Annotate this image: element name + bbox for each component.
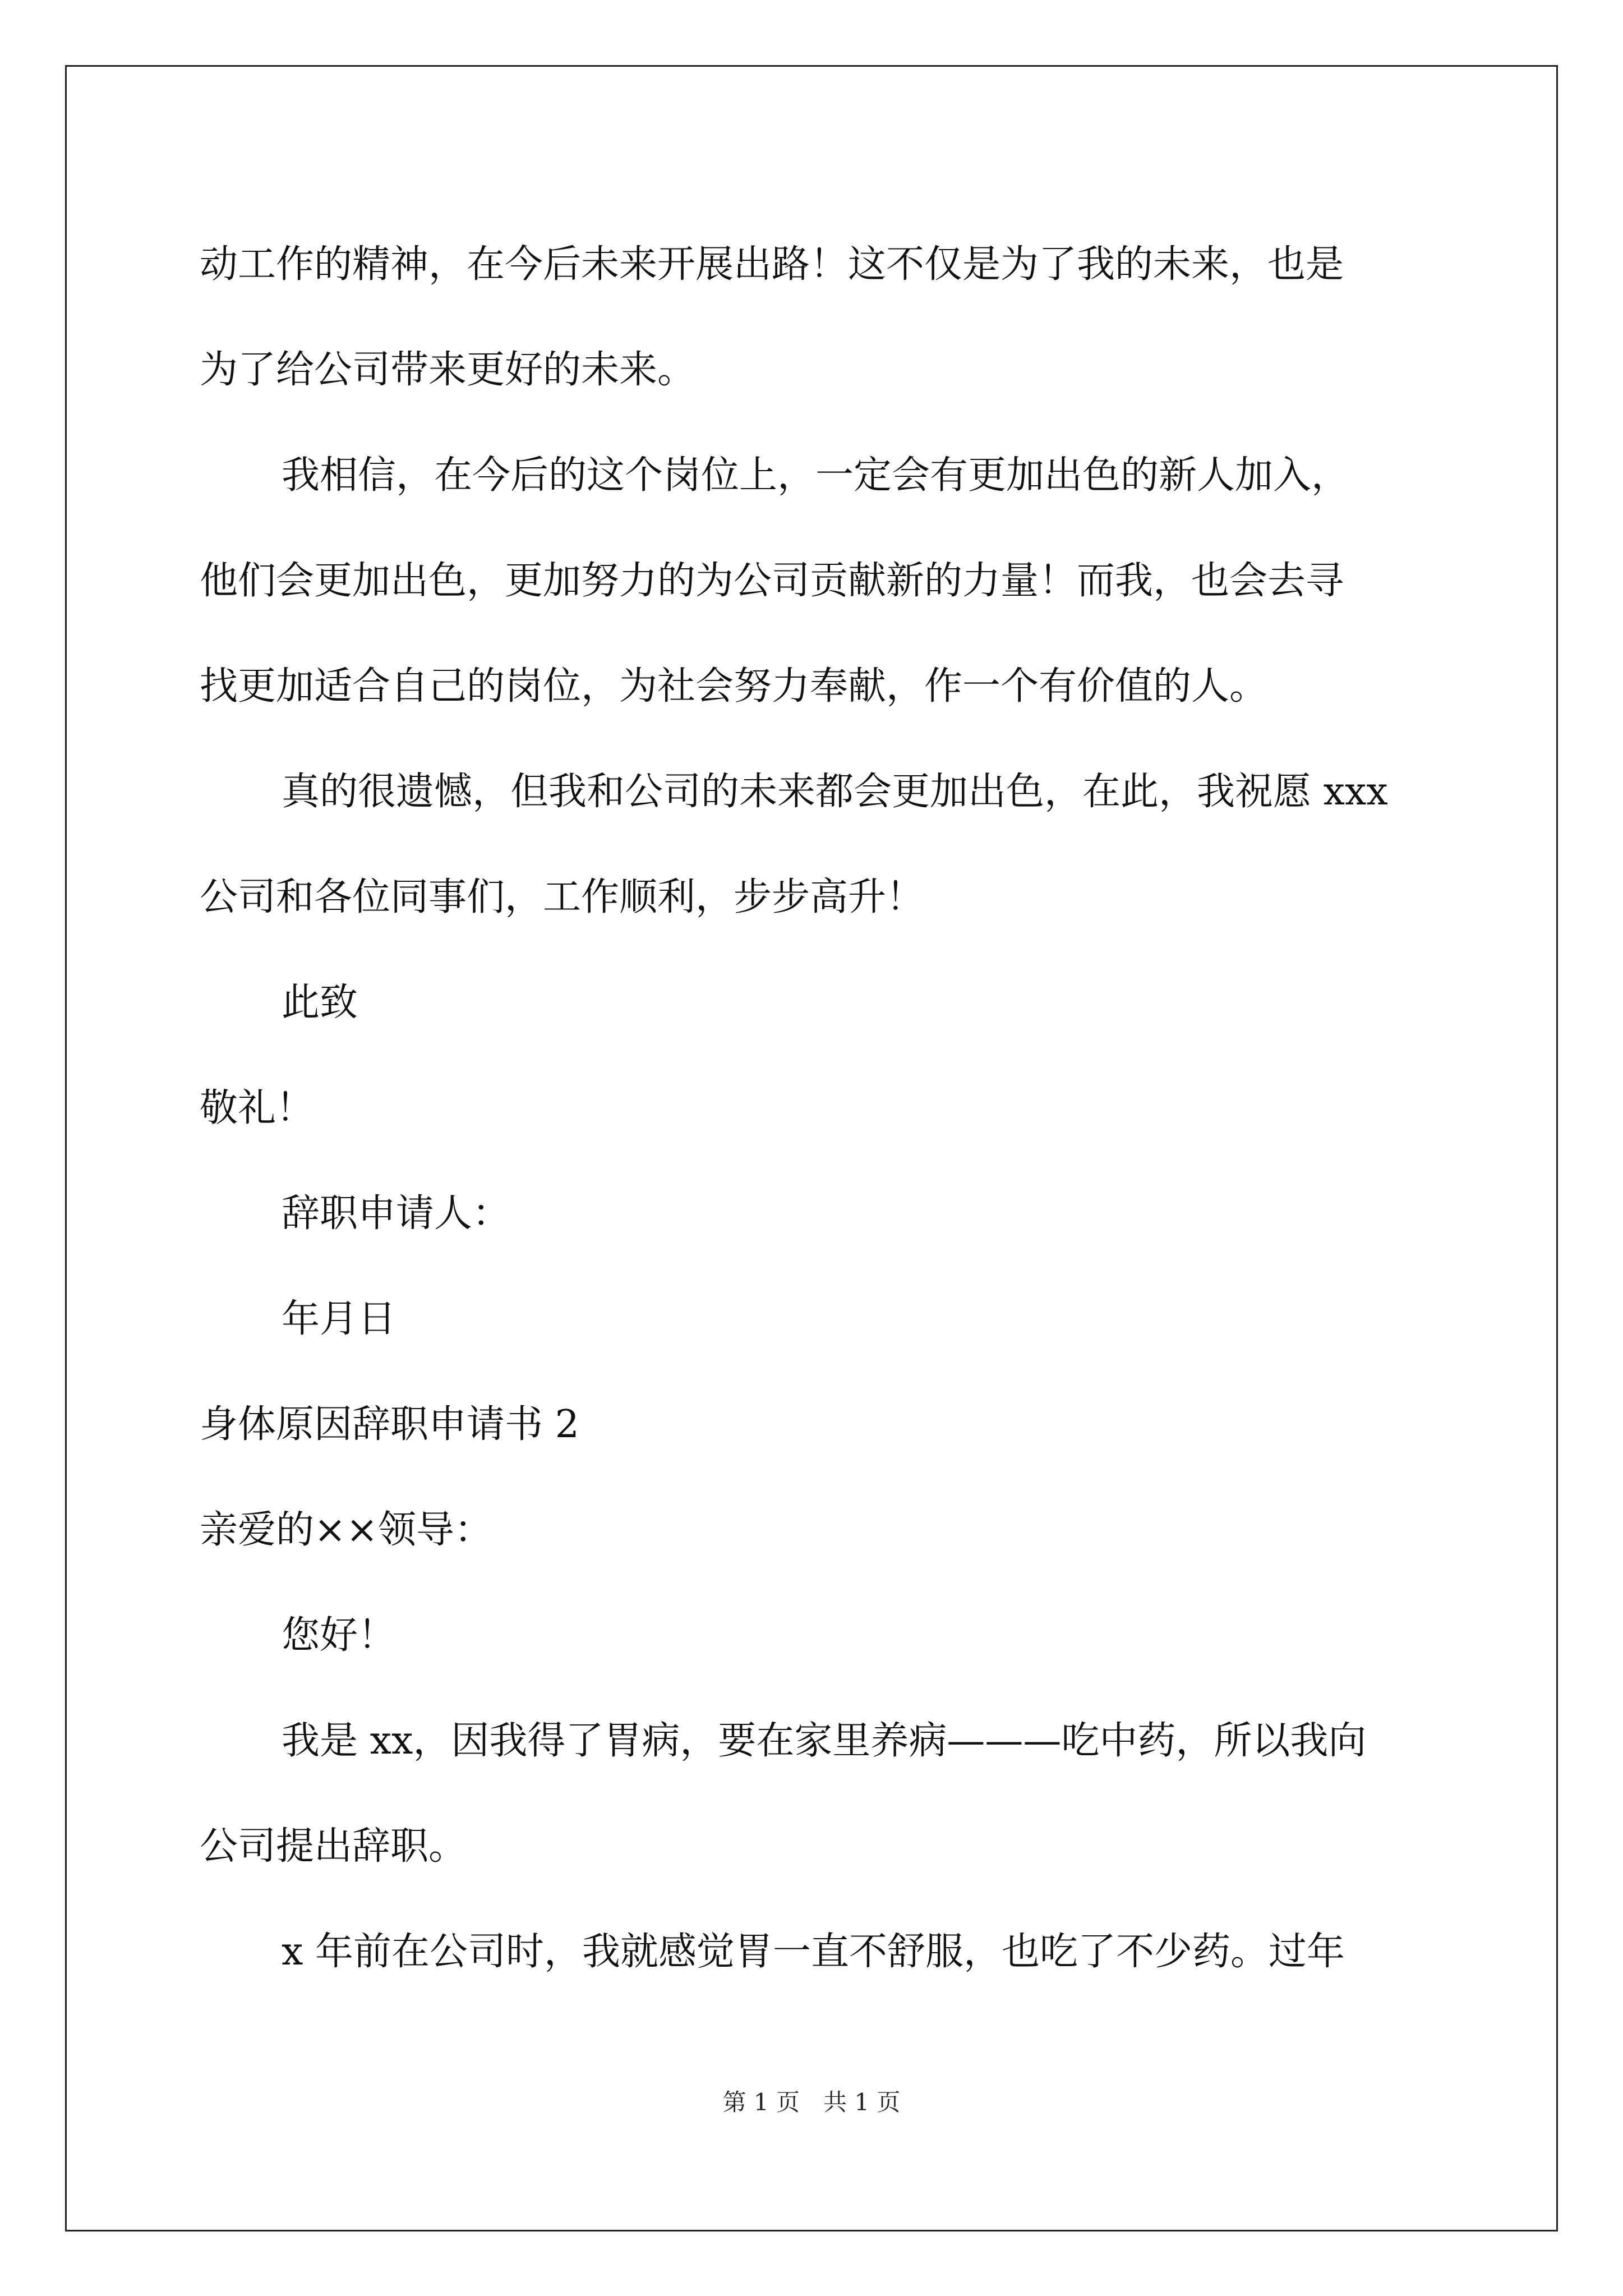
date-label: 年月日	[282, 1297, 396, 1341]
page-footer	[0, 2086, 1623, 2119]
letter-salutation: 亲爱的××领导：	[200, 1508, 492, 1552]
section-title: 身体原因辞职申请书 2	[200, 1402, 579, 1447]
closing-salutation: 此致	[282, 981, 358, 1025]
text-line: 他们会更加出色，更加努力的为公司贡献新的力量！而我，也会去寻	[200, 559, 1344, 603]
text-line: 公司提出辞职。	[200, 1824, 467, 1869]
document-body	[200, 212, 1426, 2005]
page-number: 第 1 页	[722, 2088, 800, 2116]
text-line: 我相信，在今后的这个岗位上，一定会有更加出色的新人加入，	[282, 453, 1350, 498]
text-line: 公司和各位同事们，工作顺利，步步高升！	[200, 875, 925, 919]
text-line: 为了给公司带来更好的未来。	[200, 348, 696, 392]
text-line: 找更加适合自己的岗位，为社会努力奉献，作一个有价值的人。	[200, 664, 1268, 708]
text-line: 我是 xx，因我得了胃病，要在家里养病———吃中药，所以我向	[282, 1719, 1367, 1763]
closing-regards: 敬礼！	[200, 1086, 315, 1130]
signature-label: 辞职申请人：	[282, 1191, 511, 1236]
page-total: 共 1 页	[823, 2088, 901, 2116]
text-line: 真的很遗憾，但我和公司的未来都会更加出色，在此，我祝愿 xxx	[282, 770, 1388, 814]
text-line: 动工作的精神，在今后未来开展出路！这不仅是为了我的未来，也是	[200, 242, 1344, 287]
text-line: x 年前在公司时，我就感觉胃一直不舒服，也吃了不少药。过年	[282, 1930, 1345, 1974]
greeting: 您好！	[282, 1613, 396, 1658]
